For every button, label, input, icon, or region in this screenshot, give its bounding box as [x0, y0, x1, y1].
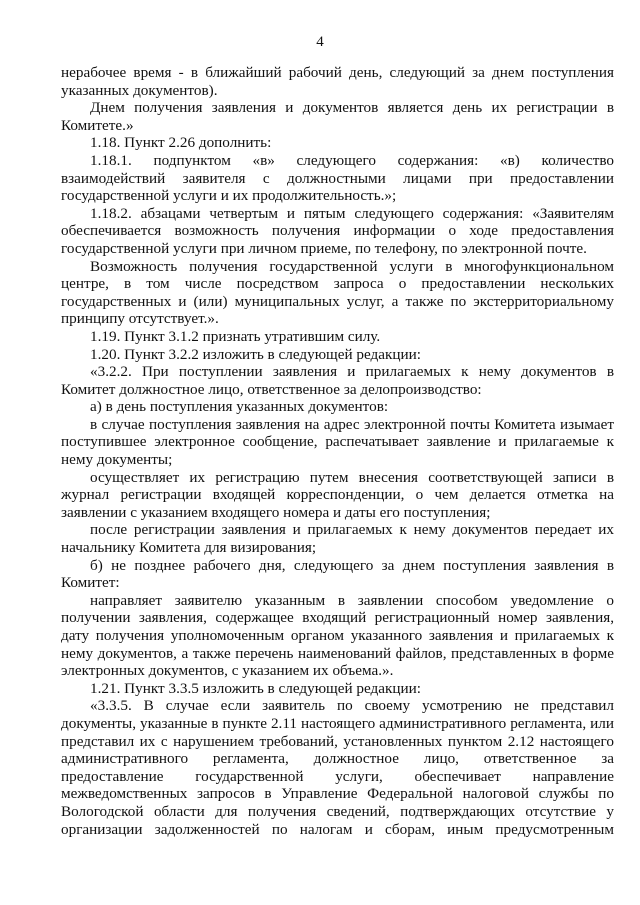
paragraph: 1.19. Пункт 3.1.2 признать утратившим силу. — [90, 327, 381, 345]
page-number: 4 — [316, 34, 324, 50]
paragraph: а) в день поступления указанных документов: — [90, 398, 389, 416]
paragraph: 1.18.1. подпунктом «в» следующего содержания: «в) количество взаимодействий заявителя с должностными лицами при предоставлении государственной услуги и их продолжительность.»; — [61, 151, 614, 205]
paragraph: 1.18. Пункт 2.26 дополнить: — [90, 134, 272, 152]
paragraph: направляет заявителю указанным в заявлении способом уведомление о получении заявления, содержащее входящий регистрационный номер заявления, дату получения уполномоченным органом указанного заявления и прилагаемых к нему документов, а также перечень наименований файлов, представленных в форме электронных документов, с указанием их объема.». — [61, 591, 614, 680]
document-body — [61, 64, 614, 838]
paragraph: «3.3.5. В случае если заявитель по своему усмотрению не представил документы, указанные в пункте 2.11 настоящего административного регламента, или представил их с нарушением требований, установленных пунктом 2.12 настоящего административного регламента, должностное лицо, ответственное за предоставление государственной услуги, обеспечивает направление межведомственных запросов в Управление Федеральной налоговой службы по Вологодской области для получения сведений, подтверждающих отсутствие у организации задолженностей по налогам и сборам, иным предусмотренным — [61, 697, 614, 838]
paragraph: Днем получения заявления и документов является день их регистрации в Комитете.» — [61, 99, 614, 134]
paragraph: после регистрации заявления и прилагаемых к нему документов передает их начальнику Комитета для визирования; — [61, 521, 614, 557]
paragraph: «3.2.2. При поступлении заявления и прилагаемых к нему документов в Комитет должностное лицо, ответственное за делопроизводство: — [61, 363, 614, 398]
paragraph: б) не позднее рабочего дня, следующего за днем поступления заявления в Комитет: — [61, 556, 614, 592]
paragraph: 1.18.2. абзацами четвертым и пятым следующего содержания: «Заявителям обеспечивается возможность получения информации о ходе предоставления государственной услуги при личном приеме, по телефону, по электронной почте. — [61, 204, 614, 257]
paragraph: нерабочее время - в ближайший рабочий день, следующий за днем поступления указанных документов). — [61, 64, 614, 99]
paragraph: Возможность получения государственной услуги в многофункциональном центре, в том числе посредством запроса о предоставлении нескольких государственных и (или) муниципальных услуг, а также по экстерриториальному принципу отсутствует.». — [61, 257, 614, 328]
paragraph: 1.21. Пункт 3.3.5 изложить в следующей редакции: — [90, 679, 421, 697]
paragraph: в случае поступления заявления на адрес электронной почты Комитета изымает поступившее электронное сообщение, распечатывает заявление и прилагаемые к нему документы; — [61, 415, 614, 469]
paragraph: осуществляет их регистрацию путем внесения соответствующей записи в журнал регистрации входящей корреспонденции, о чем делается отметка на заявлении с указанием входящего номера и даты его поступления; — [61, 468, 614, 521]
paragraph: 1.20. Пункт 3.2.2 изложить в следующей редакции: — [90, 345, 421, 363]
